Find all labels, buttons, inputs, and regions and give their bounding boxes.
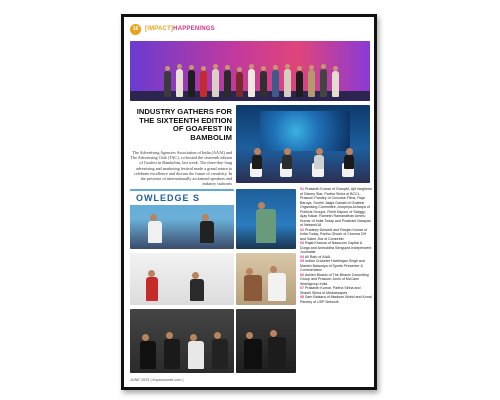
- caption-key: 04: [300, 254, 304, 259]
- person-figure: [272, 70, 279, 97]
- speaker-figure: [314, 155, 324, 169]
- guest-figure: [268, 273, 286, 301]
- guest-figure: [244, 275, 262, 301]
- page-footer: JUNE 2023 | impactonnet.com |: [130, 378, 184, 382]
- caption-item: [300, 259, 372, 273]
- caption-text: Ashish Bhasin of The Bhasin Consulting Group and Prasoon Joshi of McCann Worldgroup India: [300, 272, 369, 286]
- hero-group-photo: [130, 41, 370, 101]
- section-tag: [IMPACT]: [145, 26, 174, 32]
- speaker-figure: [200, 221, 214, 243]
- person-figure: [332, 71, 339, 97]
- caption-item: [300, 273, 372, 287]
- guest-figure: [146, 277, 158, 301]
- guest-figure: [188, 341, 204, 369]
- guest-figure: [212, 339, 228, 369]
- speaker-figure: [148, 221, 162, 243]
- caption-item: [300, 286, 372, 295]
- caption-text: Sam Balsara of Madison World and Kunal Pandey of USP Network: [300, 295, 372, 304]
- person-figure: [260, 71, 267, 97]
- person-figure: [248, 69, 255, 97]
- article-headline: INDUSTRY GATHERS FOR THE SIXTEENTH EDITION OF GOAFEST IN BAMBOLIM: [136, 107, 232, 142]
- speaker-figure: [256, 209, 276, 243]
- group-gathering-photo: [130, 309, 234, 373]
- photo-captions: [300, 187, 372, 304]
- caption-item: [300, 187, 372, 228]
- person-figure: [296, 71, 303, 97]
- article-intro: The Advertising Agencies Association of India (AAAI) and The Advertising Club (TAC), co-hosted the sixteenth edition of Goafest in Bambolim, last week. The three-day-long advertising and marketing festival made a grand return to celebrate excellence and discuss the future of creativity. In the presence of internationally acclaimed speakers and industry stalwarts: [130, 150, 232, 187]
- duo-portrait-photo: [236, 253, 296, 305]
- person-figure: [188, 70, 195, 97]
- speaker-figure: [344, 155, 354, 169]
- pair-portrait-photo: [236, 309, 296, 373]
- guest-figure: [164, 339, 180, 369]
- caption-text: Rajat Khanna of Nasscom Capital & Durga and Aniruddha Sengupta Independent Journalist: [300, 241, 372, 254]
- person-figure: [224, 70, 231, 97]
- speaker-figure: [282, 155, 292, 169]
- caption-text: Ali Rafu of AAAI: [304, 254, 331, 259]
- caption-key: 06: [300, 272, 304, 277]
- award-guests-photo: [130, 253, 234, 305]
- caption-text: Prasanth Kumar of GroupM, Ajit Varghese of Disney Star, Partha Sinha of BCCL, Prasoon Pandey of Corcoise Films, Raja Baroya, Sudhir Jalaja Gairaki of Goafest Organising Committee, Anupriya Acharya of Publicis Groupe, Rohit Kapoor of Swiggy, Ajay Kakar, Ramesh Ramanathan Ammu Kumar of India Today and Prashant Narayan of Network18: [300, 187, 372, 227]
- page-number-badge: 16: [130, 24, 141, 35]
- person-figure: [212, 69, 219, 97]
- guest-figure: [140, 341, 156, 369]
- speaker-figure: [252, 155, 262, 169]
- person-figure: [284, 69, 291, 97]
- person-figure: [164, 71, 171, 97]
- person-figure: [176, 69, 183, 97]
- caption-item: [300, 295, 372, 304]
- caption-text: Pradeep Dwivedi and Ranjan Kumar of India Today, Partho Ghosh of Chroma DH and Saket Jha of Comorbid: [300, 227, 368, 241]
- caption-text: Indian Cricketer Harbhajan Singh and Manish Balaoriya of Sports Presenter & Commentator: [300, 259, 365, 272]
- page-header: [130, 23, 215, 35]
- person-figure: [320, 69, 327, 97]
- stage-screen: [260, 111, 350, 151]
- person-figure: [236, 72, 243, 97]
- caption-item: [300, 241, 372, 255]
- caption-key: 05: [300, 259, 304, 263]
- caption-key: 02: [300, 227, 304, 232]
- caption-key: 03: [300, 241, 304, 245]
- section-title: [145, 26, 215, 32]
- magazine-page: [121, 14, 377, 390]
- guest-figure: [268, 337, 286, 369]
- caption-text: Prasanth Kumar, Partha Sinha and Shashi Sinha of Mediascapes: [300, 286, 361, 295]
- person-figure: [308, 70, 315, 97]
- panel-discussion-photo: [236, 105, 370, 183]
- speaker-portrait-photo: [236, 189, 296, 249]
- section-name: HAPPENINGS: [173, 26, 215, 32]
- knowledge-session-photo: [130, 189, 234, 249]
- caption-key: 01: [300, 187, 304, 191]
- caption-item: [300, 228, 372, 242]
- knowledge-banner: OWLEDGE S: [130, 191, 234, 205]
- guest-figure: [244, 339, 262, 369]
- caption-key: 08: [300, 295, 304, 299]
- guest-figure: [190, 279, 204, 301]
- caption-key: 07: [300, 286, 304, 290]
- person-figure: [200, 71, 207, 97]
